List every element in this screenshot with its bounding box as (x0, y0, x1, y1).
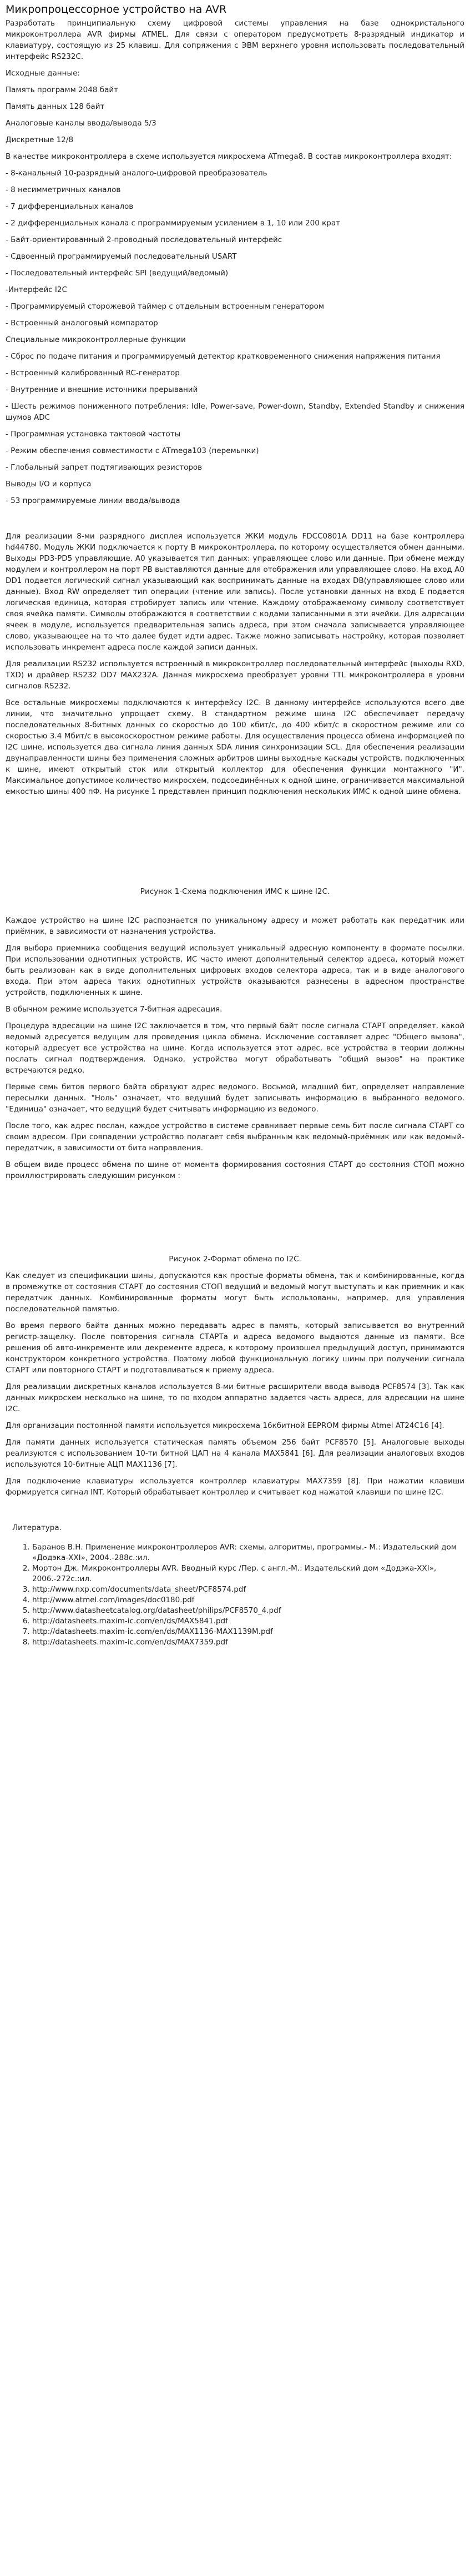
reference-link[interactable]: 3. http://www.nxp.com/documents/data_sheet/PCF8574.pdf (32, 1584, 464, 1595)
feature-item: - Байт-ориентированный 2-проводный последовательный интерфейс (6, 235, 282, 244)
format-paragraph: Во время первого байта данных можно передавать адрес в память, который записывается во внутренний регистр-защелку. После повторения сигнала СТАРТа и адреса ведомого выдаются данные из памяти. Все решения об авто-инкременте или декременте адреса, к которому произошел предыдущий доступ, принимаются конструктором конкретного устройства. Поэтому любой функциональную логику шины при получении сигнала СТАРТ или повторного СТАРТ и подготавливаться к приему адреса. (6, 1321, 464, 1375)
reference-item: 1. Баранов В.Н. Применение микроконтроллеров AVR: схемы, алгоритмы, программы.- М.: Издательский дом «Додэка-XXI», 2004.-288с.:ил. (32, 1542, 464, 1563)
feature-item: - Режим обеспечения совместимости с ATmega103 (перемычки) (6, 446, 259, 455)
page-title: Микропроцессорное устройство на AVR (6, 3, 227, 16)
reference-item: 2. Мортон Дж. Микроконтроллеры AVR. Вводный курс /Пер. с англ.-М.: Издательский дом «Додэка-XXI», 2006.-272с.:ил. (32, 1563, 464, 1584)
feature-item: - Сдвоенный программируемый последовательный USART (6, 252, 237, 261)
rs232-paragraph: Для реализации RS232 используется встроенный в микроконтроллер последовательный интерфейс (выходы RXD, TXD) и драйвер RS232 DD7 MAX232A. Данная микросхема преобразует уровни TTL микроконтроллера в уровни сигналов RS232. (6, 660, 464, 691)
feature-item: -Интерфейс I2C (6, 285, 67, 294)
feature-item: - 2 дифференциальных канала с программируемым усилением в 1, 10 или 200 крат (6, 219, 340, 228)
figure-2-placeholder (6, 1187, 464, 1254)
feature-item: - Шесть режимов пониженного потребления: Idle, Power-save, Power-down, Standby, Extended Standby и снижения шумов ADC (6, 402, 464, 422)
addressing-paragraph: Для выбора приемника сообщения ведущий использует уникальный адресную компоненту в формате посылки. При использовании однотипных устройств, ИС часто имеют дополнительный селектор адреса, который может быть реализован как в виде дополнительных цифровых входов селектора адреса, так и в виде аналогового входа. При этом адреса таких однотипных устройств оказываются разнесены в адресном пространстве устройств, подключенных к шине. (6, 944, 464, 997)
reference-link[interactable]: 6. http://datasheets.maxim-ic.com/en/ds/MAX5841.pdf (32, 1616, 464, 1627)
format-paragraph: Для подключение клавиатуры используется контроллер клавиатуры MAX7359 [8]. При нажатии клавиши формируется сигнал INT. Который обрабатывает контроллер и считывает код нажатой клавиши по шине I2C. (6, 1477, 464, 1497)
feature-item: - Сброс по подаче питания и программируемый детектор кратковременного снижения напряжения питания (6, 352, 441, 361)
features-list (6, 168, 464, 506)
feature-item: - Внутренние и внешние источники прерываний (6, 385, 198, 394)
reference-link[interactable]: 7. http://datasheets.maxim-ic.com/en/ds/MAX1136-MAX1139M.pdf (32, 1627, 464, 1637)
addressing-paragraph: Первые семь битов первого байта образуют адрес ведомого. Восьмой, младший бит, определяет направление пересылки данных. "Ноль" означает, что ведущий будет записывать информацию в выбранного ведомого. "Единица" означает, что ведущий будет считывать информацию из ведомого. (6, 1083, 464, 1114)
format-paragraph: Для организации постоянной памяти используется микросхема 16кбитной EEPROM фирмы Atmel AT24C16 [4]. (6, 1421, 444, 1430)
source-data-item: Дискретные 12/8 (6, 135, 74, 144)
mcu-intro-paragraph: В качестве микроконтроллера в схеме используется микросхема ATmega8. В состав микроконтроллера входят: (6, 152, 452, 161)
reference-link[interactable]: 8. http://datasheets.maxim-ic.com/en/ds/MAX7359.pdf (32, 1637, 464, 1648)
source-data-item: Память программ 2048 байт (6, 85, 118, 94)
addressing-paragraph: Каждое устройство на шине I2C распознается по уникальному адресу и может работать как передатчик или приёмник, в зависимости от назначения устройства. (6, 916, 464, 936)
spacer (6, 512, 464, 531)
spacer (6, 1503, 464, 1522)
literature-heading: Литература. (12, 1523, 62, 1532)
lcd-paragraph: Для реализации 8-ми разрядного дисплея используется ЖКИ модуль FDCC0801A DD11 на базе контроллера hd44780. Модуль ЖКИ подключается к порту B микроконтроллера, по которому осуществляется обмен данными. Выходы PD3-PD5 управляющие. А0 указывается тип данных: управляющее слово или данные. При обмене между модулем и контроллером на порт PB выставляются данные для отображения или управляющее слово. На вход A0 DD1 подается логический сигнал указывающий как воспринимать данные на входах DB(управляющее слово или данные). Вход RW определяет тип операции (чтение или запись). После установки данных на вход E подается логическая единица, которая стробирует запись или чтение. Каждому отображаемому символу соответствует своя ячейка памяти. Символы отображаются в соответствии с кодами записанными в эти ячейки. Для адресации ячеек в модуле, используется предварительная запись адреса, при этом сначала записывается управляющее слово, указывающее на то что далее будет идти адрес. Также можно записывать настройку, которая позволяет использовать инкремент адреса после каждой записи данных. (6, 532, 464, 652)
feature-item: - 53 программируемые линии ввода/вывода (6, 496, 180, 505)
feature-item: - Встроенный аналоговый компаратор (6, 319, 158, 328)
feature-item: - Программируемый сторожевой таймер с отдельным встроенным генератором (6, 302, 325, 311)
addressing-paragraph: Процедура адресации на шине I2C заключается в том, что первый байт после сигнала СТАРТ определяет, какой ведомый адресуется ведущим для проведения цикла обмена. Исключение составляет адрес "Общего вызова", который адресует все устройства на шине. Когда используется этот адрес, все устройства в теории должны послать сигнал подтверждения. Однако, устройства могут обрабатывать "общий вызов" на практике встречаются редко. (6, 1022, 464, 1075)
format-paragraph: Как следует из спецификации шины, допускаются как простые форматы обмена, так и комбинированные, когда в промежутке от состояния СТАРТ до состояния СТОП ведущий и ведомый могут выступать и как приемник и как передатчик данных. Комбинированные форматы могут быть использованы, например, для управления последовательной памятью. (6, 1271, 464, 1314)
spacer (6, 903, 464, 915)
addressing-paragraph: В общем виде процесс обмена по шине от момента формирования состояния СТАРТ до состояния СТОП можно проиллюстрировать следующим рисунком : (6, 1160, 464, 1180)
feature-item: - Встроенный калиброванный RC-генератор (6, 369, 180, 378)
feature-item: - Программная установка тактовой частоты (6, 430, 181, 439)
addressing-paragraph: В обычном режиме используется 7-битная адресация. (6, 1005, 223, 1014)
figure-1-placeholder (6, 803, 464, 886)
feature-item: - 7 дифференциальных каналов (6, 202, 134, 211)
feature-item: - 8 несимметричных каналов (6, 185, 121, 194)
source-data-item: Исходные данные: (6, 69, 80, 78)
reference-link[interactable]: 5. http://www.datasheetcatalog.org/datasheet/philips/PCF8570_4.pdf (32, 1606, 464, 1616)
feature-item: - Глобальный запрет подтягивающих резисторов (6, 463, 203, 472)
figure-2-caption: Рисунок 2-Формат обмена по I2C. (169, 1255, 301, 1264)
i2c-paragraph: Все остальные микросхемы подключаются к интерфейсу I2C. В данному интерфейсе используются всего две линии, что значительно упрощает схему. В стандартном режиме шина I2C обеспечивает передачу последовательных 8-битных данных со скоростью до 100 кбит/с, до 400 кбит/с в скоростном режиме или со скоростью 3.4 Мбит/с в высокоскоростном режиме работы. Для осуществления процесса обмена информацией по I2C шине, используется два сигнала линия данных SDA линия синхронизации SCL. Для обеспечения реализации двунаправленности шины без применения сложных арбитров шины выходные каскады устройств, подключенных к шине, имеют открытый сток или открытый коллектор для обеспечения функции монтажного "И". Максимальное допустимое количество микросхем, подсоединённых к одной шине, ограничивается максимальной емкостью шины 400 пФ. На рисунке 1 представлен принцип подключения нескольких ИМС к одной шине обмена. (6, 698, 464, 796)
source-data-list (6, 68, 464, 145)
source-data-item: Память данных 128 байт (6, 102, 105, 111)
source-data-item: Аналоговые каналы ввода/вывода 5/3 (6, 119, 156, 128)
format-paragraph: Для памяти данных используется статическая память объемом 256 байт PCF8570 [5]. Аналоговые выходы реализуются с использованием 10-ти битной ЦАП на 4 канала MAX5841 [6]. Для реализации аналоговых входов используются 10-битные АЦП MAX1136 [7]. (6, 1438, 464, 1469)
feature-item: - 8-канальный 10-разрядный аналого-цифровой преобразователь (6, 169, 267, 178)
feature-item: Специальные микроконтроллерные функции (6, 335, 186, 344)
reference-link[interactable]: 4. http://www.atmel.com/images/doc0180.pdf (32, 1595, 464, 1606)
addressing-paragraph: После того, как адрес послан, каждое устройство в системе сравнивает первые семь бит после сигнала СТАРТ со своим адресом. При совпадении устройство полагает себя выбранным как ведомый-приёмник или как ведомый-передатчик, в зависимости от бита направления. (6, 1121, 464, 1153)
feature-item: - Последовательный интерфейс SPI (ведущий/ведомый) (6, 269, 229, 278)
feature-item: Выводы I/O и корпуса (6, 480, 92, 489)
intro-paragraph: Разработать принципиальную схему цифровой системы управления на базе однокристального микроконтроллера AVR фирмы ATMEL. Для связи с оператором предусмотреть 8-разрядный индикатор и клавиатуру, состоящую из 25 клавиш. Для сопряжения с ЭВМ верхнего уровня использовать последовательный интерфейс RS232C. (6, 19, 464, 61)
format-paragraph: Для реализации дискретных каналов используется 8-ми битные расширители ввода вывода PCF8574 [3]. Так как данных микросхем несколько на шине, то по входом аппаратно задается часть адреса, для адресации на шине I2C. (6, 1382, 464, 1413)
figure-1-caption: Рисунок 1-Схема подключения ИМС к шине I2C. (140, 887, 330, 896)
references-list (6, 1542, 464, 1648)
